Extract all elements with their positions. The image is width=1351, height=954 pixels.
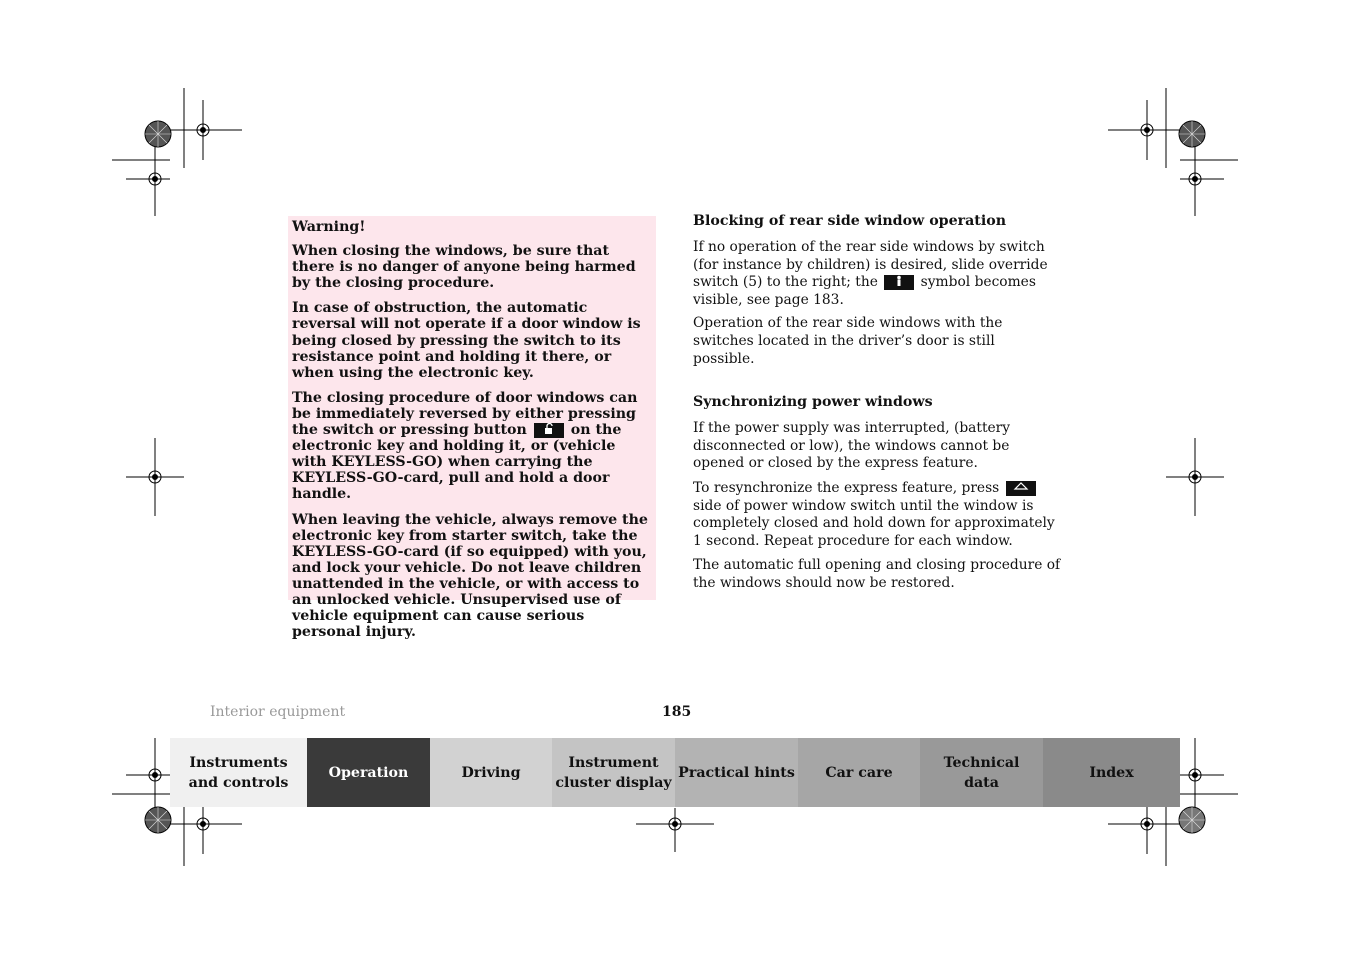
sync-paragraph-2-start: To resynchronize the express feature, press (693, 479, 1000, 496)
warning-paragraph-3-start: The closing procedure of door windows can be immediately reversed by either pressing the switch or pressing button (292, 389, 638, 439)
warning-paragraph-1: When closing the windows, be sure that there is no danger of anyone being harmed by the closing procedure. (292, 243, 636, 292)
footer-section-title: Interior equipment (210, 704, 346, 720)
tab-index[interactable]: Index (1043, 738, 1180, 807)
tab-instrument-cluster-display[interactable]: Instrument cluster display (552, 738, 675, 807)
window-up-icon (1006, 481, 1036, 496)
warning-box (288, 216, 656, 641)
section-heading-synchronizing: Synchronizing power windows (693, 394, 933, 411)
warning-paragraph-4: When leaving the vehicle, always remove the electronic key from starter switch, take the KEYLESS-GO-card (if so equipped) with you, and lock your vehicle. Do not leave children unattended in the vehicle, or with access to an unlocked vehicle. Unsupervised use of vehicle equipment can cause serious personal injury. (292, 511, 648, 641)
tab-instruments-and-controls[interactable]: Instruments and controls (170, 738, 307, 807)
blocking-paragraph-1 (693, 239, 1058, 309)
blocking-paragraph-1-end: symbol becomes visible, see page 183. (693, 274, 1036, 308)
unlock-icon (534, 423, 564, 438)
sync-paragraph-2 (693, 480, 1063, 550)
warning-title: Warning! (292, 219, 366, 235)
warning-paragraph-2: In case of obstruction, the automatic reversal will not operate if a door window is being closed by pressing the switch to its resistance point and holding it there, or when using the electronic key. (292, 300, 641, 381)
warning-paragraph-3-end: on the electronic key and holding it, or (vehicle with KEYLESS-GO) when carrying the KEYLESS-GO-card, pull and hold a door handle. (292, 422, 622, 503)
section-heading-blocking: Blocking of rear side window operation (693, 213, 1007, 229)
blocking-paragraph-2: Operation of the rear side windows with the switches located in the driver’s door is still possible. (693, 315, 1003, 367)
tab-practical-hints[interactable]: Practical hints (675, 738, 798, 807)
tab-car-care[interactable]: Car care (798, 738, 920, 807)
sync-paragraph-1: If the power supply was interrupted, (battery disconnected or low), the windows cannot be opened or closed by the express feature. (693, 420, 1011, 472)
right-column (693, 213, 1073, 593)
chapter-tabs (170, 738, 1180, 807)
blocking-paragraph-1-start: If no operation of the rear side windows by switch (for instance by children) is desired, slide override switch (5) to the right; the (693, 239, 1048, 291)
warning-paragraph-3 (292, 390, 652, 503)
sync-paragraph-2-end: side of power window switch until the window is completely closed and hold down for approximately 1 second. Repeat procedure for each window. (693, 497, 1055, 549)
tab-technical-data[interactable]: Technical data (920, 738, 1043, 807)
page-number: 185 (662, 704, 692, 720)
sync-paragraph-3: The automatic full opening and closing procedure of the windows should now be restored. (693, 557, 1061, 591)
tab-operation[interactable]: Operation (307, 738, 430, 807)
child-lock-icon (884, 275, 914, 290)
tab-driving[interactable]: Driving (430, 738, 552, 807)
